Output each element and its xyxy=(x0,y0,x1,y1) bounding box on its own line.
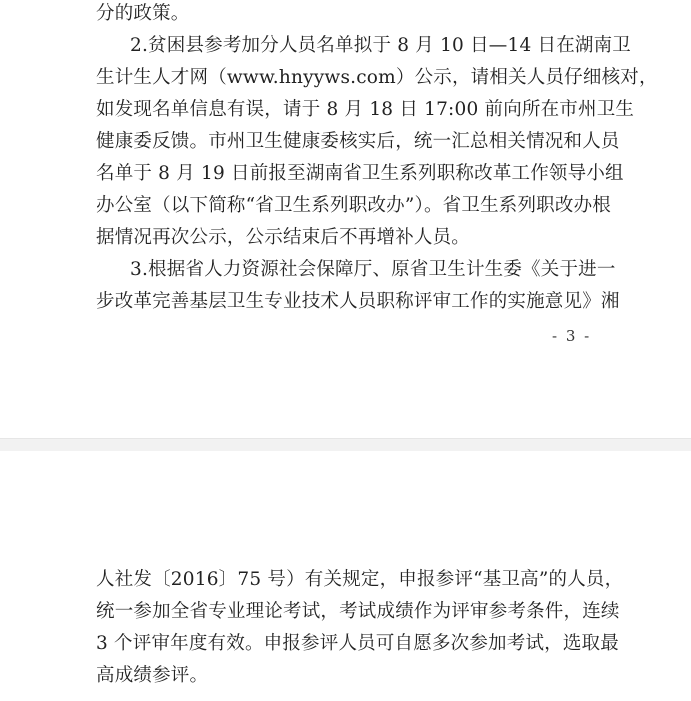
paragraph-line: 如发现名单信息有误，请于 8 月 18 日 17:00 前向所在市州卫生 xyxy=(96,99,635,120)
paragraph-line: 步改革完善基层卫生专业技术人员职称评审工作的实施意见》湘 xyxy=(96,291,620,312)
paragraph-line: 3.根据省人力资源社会保障厅、原省卫生计生委《关于进一 xyxy=(130,259,616,280)
paragraph-line: 分的政策。 xyxy=(96,3,190,24)
page-separator xyxy=(0,438,691,452)
paragraph-line: 健康委反馈。市州卫生健康委核实后，统一汇总相关情况和人员 xyxy=(96,131,620,152)
paragraph-line: 据情况再次公示，公示结束后不再增补人员。 xyxy=(96,227,471,248)
paragraph-line: 统一参加全省专业理论考试，考试成绩作为评审参考条件，连续 xyxy=(96,601,620,622)
paragraph-line: 名单于 8 月 19 日前报至湖南省卫生系列职称改革工作领导小组 xyxy=(96,163,624,184)
paragraph-line: 人社发〔2016〕75 号）有关规定，申报参评“基卫高”的人员， xyxy=(96,569,624,590)
page-number: - 3 - xyxy=(552,327,592,345)
paragraph-line: 2.贫困县参考加分人员名单拟于 8 月 10 日—14 日在湖南卫 xyxy=(130,35,632,56)
paragraph-line: 3 个评审年度有效。申报参评人员可自愿多次参加考试，选取最 xyxy=(96,633,619,654)
paragraph-line: 办公室（以下简称“省卫生系列职改办”）。省卫生系列职改办根 xyxy=(96,195,611,216)
paragraph-line: 生计生人才网（www.hnyyws.com）公示，请相关人员仔细核对， xyxy=(96,67,658,88)
paragraph-line: 高成绩参评。 xyxy=(96,665,209,686)
document-page-4 xyxy=(0,451,691,701)
